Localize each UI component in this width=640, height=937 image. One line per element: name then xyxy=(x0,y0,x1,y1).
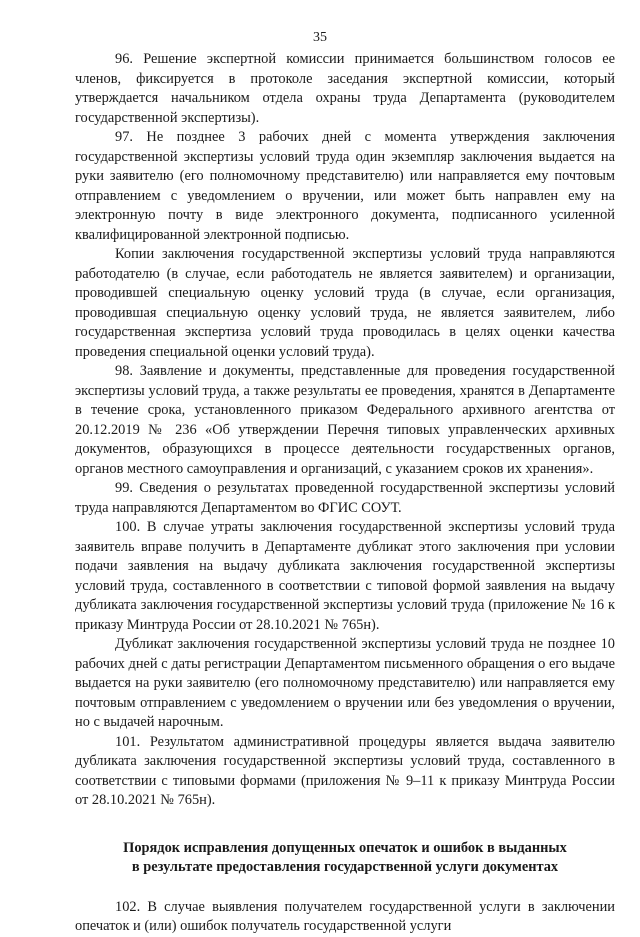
paragraph-97-copies: Копии заключения государственной экспертизы условий труда направляются работодателю (в случае, если работодатель не является заявителем) и организации, проводившей специальную оценку условий труда (в случае, если организация, проводившая специальную оценку условий труда, не является заявителем, либо государственная экспертиза условий труда проводилась в целях оценки качества проведения специальной оценки условий труда). xyxy=(75,246,615,360)
paragraph-100-duplicate: Дубликат заключения государственной экспертизы условий труда не позднее 10 рабочих дней с даты регистрации Департаментом письменного обращения о его выдаче выдается на руки заявителю (его полномочному представителю) или направляется ему почтовым отправлением с уведомлением о вручении или без уведомления о вручении, но с выдачей нарочным. xyxy=(75,636,615,730)
paragraph-102: 102. В случае выявления получателем государственной услуги в заключении опечаток и (или) ошибок получатель государственной услуги xyxy=(75,898,615,934)
paragraph-101: 101. Результатом административной процедуры является выдача заявителю дубликата заключения государственной экспертизы условий труда, составленного в соответствии с типовыми формами (приложения № 9–11 к приказу Минтруда России от 28.10.2021 № 765н). xyxy=(75,733,615,808)
section-heading xyxy=(75,839,615,878)
paragraph-98: 98. Заявление и документы, представленные для проведения государственной экспертизы условий труда, а также результаты ее проведения, хранятся в Департаменте в течение срока, установленного приказом Федерального архивного агентства от 20.12.2019 № 236 «Об утверждении Перечня типовых управленческих архивных документов, образующихся в процессе деятельности государственных органов, органов местного самоуправления и организаций, с указанием сроков их хранения». xyxy=(75,363,615,477)
paragraph-96: 96. Решение экспертной комиссии принимается большинством голосов ее членов, фиксируется в протоколе заседания экспертной комиссии, который утверждается начальником отдела охраны труда Департамента (руководителем государственной экспертизы). xyxy=(75,51,615,126)
page-number: 35 xyxy=(313,30,327,45)
section-heading-line-1: Порядок исправления допущенных опечаток и ошибок в выданных xyxy=(123,839,567,856)
paragraph-100: 100. В случае утраты заключения государственной экспертизы условий труда заявитель вправе получить в Департаменте дубликат этого заключения при условии подачи заявления на выдачу дубликата заключения государственной экспертизы условий труда, составленного в соответствии с типовой формой заявления на выдачу дубликата заключения государственной экспертизы условий труда (приложение № 16 к приказу Минтруда России от 28.10.2021 № 765н). xyxy=(75,519,615,633)
paragraph-97: 97. Не позднее 3 рабочих дней с момента утверждения заключения государственной экспертизы условий труда один экземпляр заключения выдается на руки заявителю (его полномочному представителю) или направляется ему почтовым отправлением с уведомлением о вручении, или может быть направлен ему на электронную почту в виде электронного документа, подписанного усиленной квалифицированной электронной подписью. xyxy=(75,129,615,243)
section-heading-line-2: в результате предоставления государственной услуги документах xyxy=(131,859,559,875)
paragraph-99: 99. Сведения о результатах проведенной государственной экспертизы условий труда направляются Департаментом во ФГИС СОУТ. xyxy=(75,480,615,516)
document-body xyxy=(75,50,615,937)
